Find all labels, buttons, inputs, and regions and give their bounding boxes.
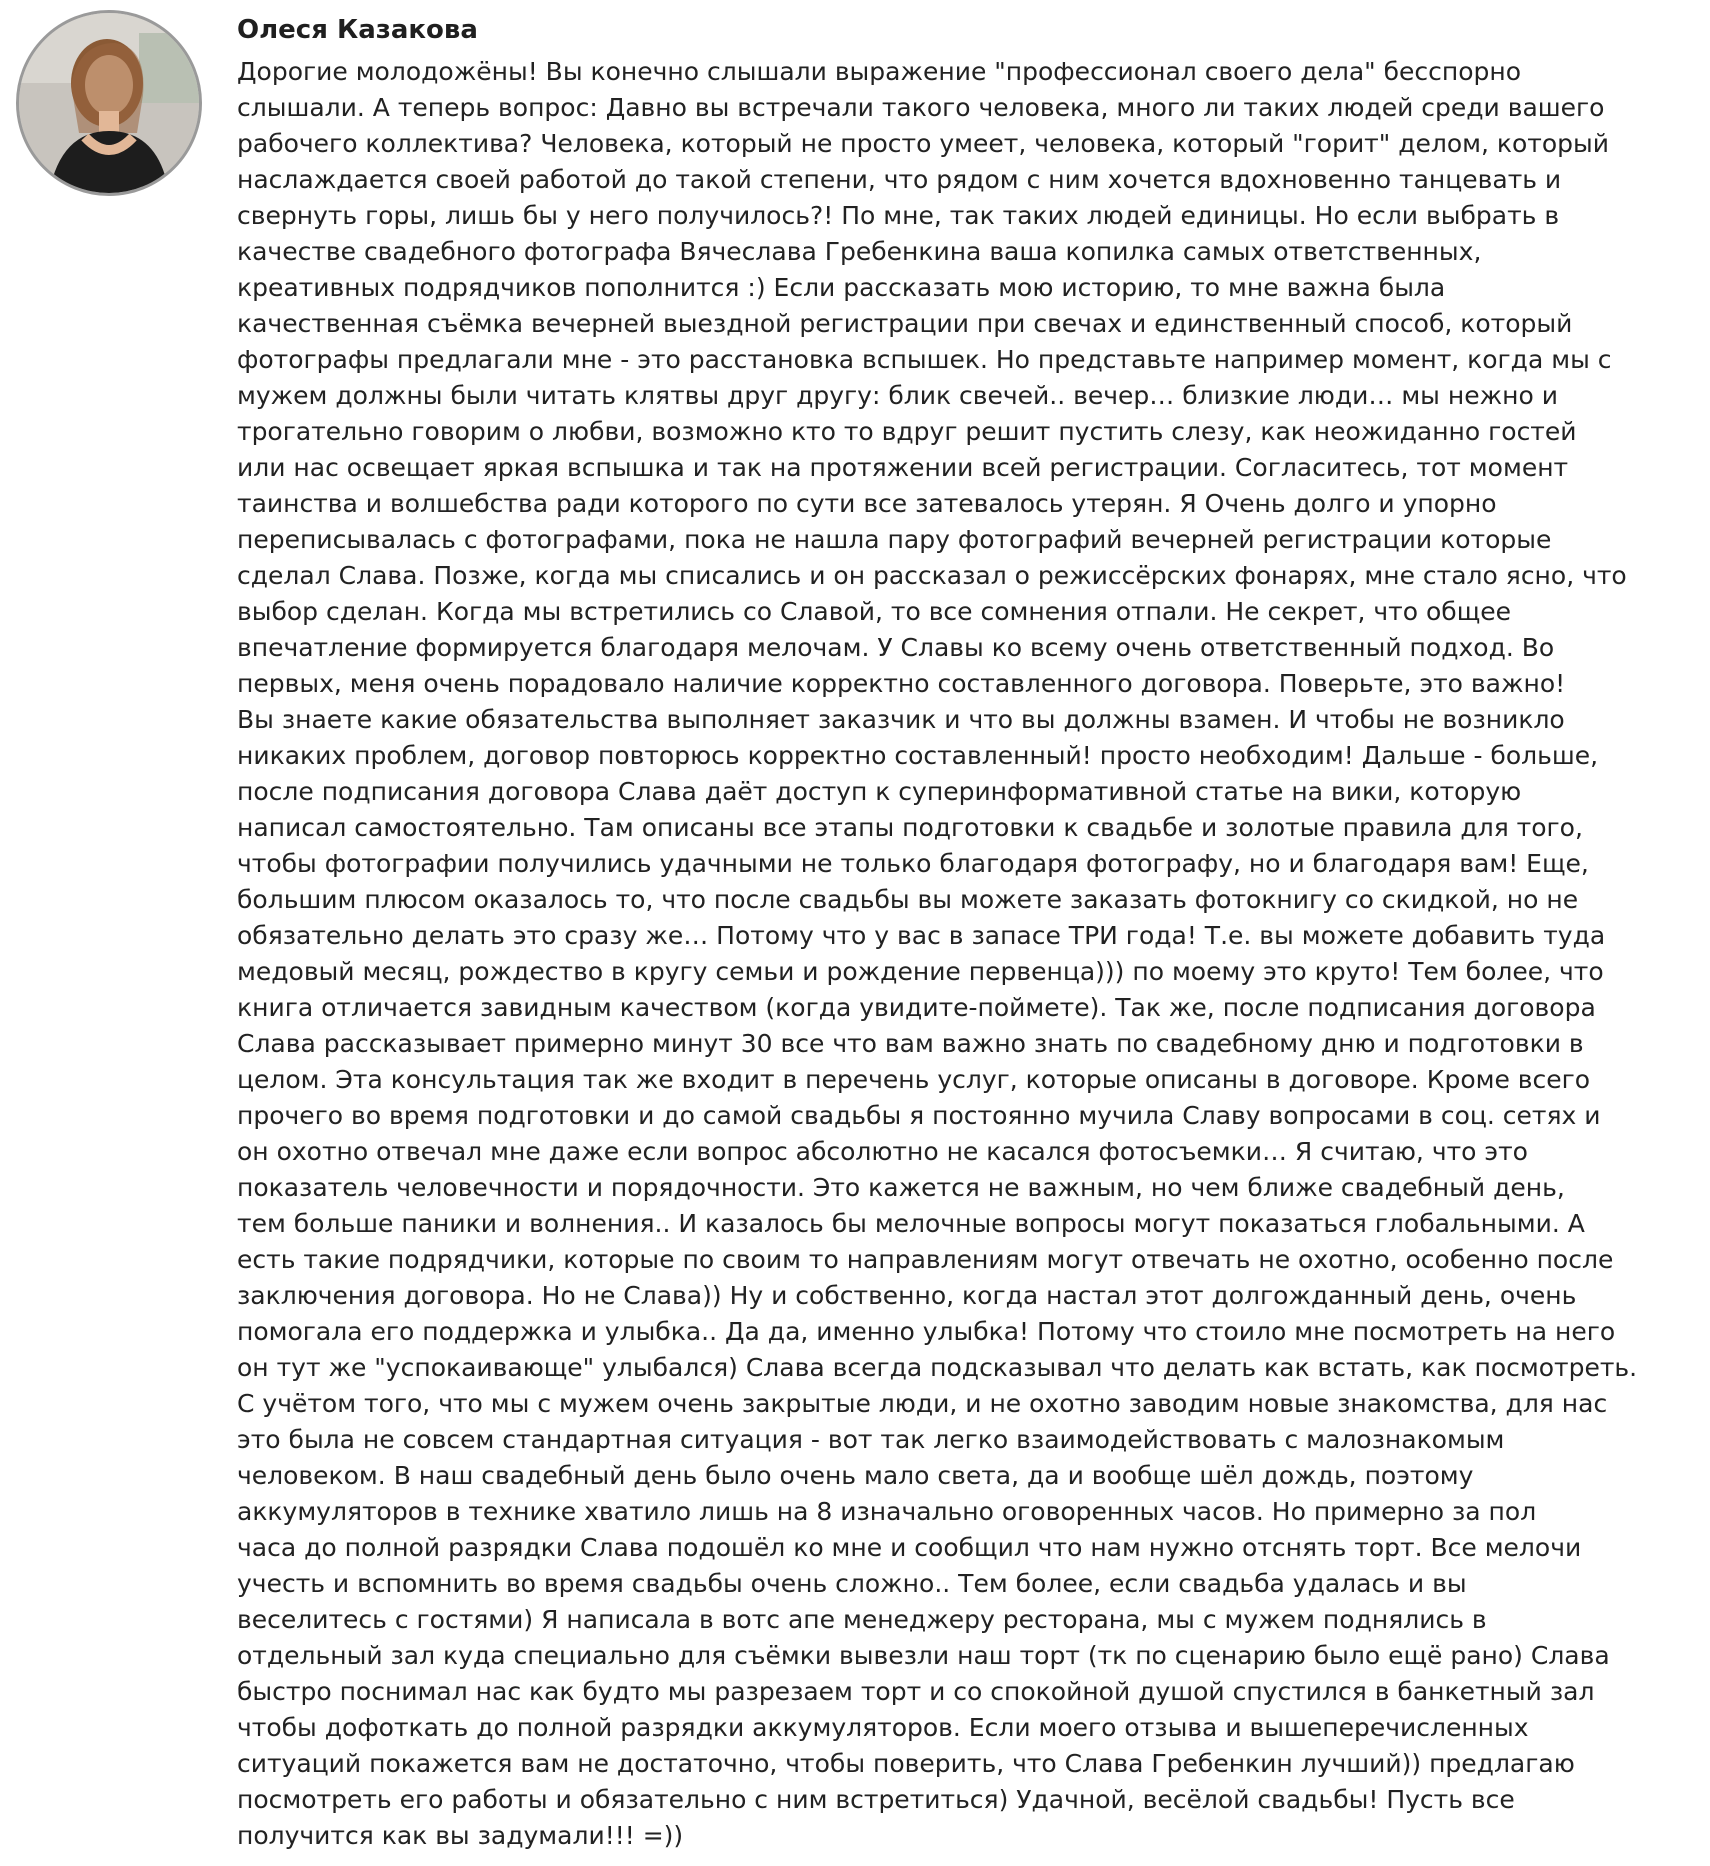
review-text-line: фотографы предлагали мне - это расстановка вспышек. Но представьте например момент, когда мы с: [237, 345, 1612, 374]
review-text-line: часа до полной разрядки Слава подошёл ко мне и сообщил что нам нужно отснять торт. Все мелочи: [237, 1533, 1582, 1562]
review-text-line: трогательно говорим о любви, возможно кто то вдруг решит пустить слезу, как неожиданно гостей: [237, 417, 1577, 446]
review-text-line: слышали. А теперь вопрос: Давно вы встречали такого человека, много ли таких людей среди вашего: [237, 93, 1605, 122]
review-text-line: чтобы дофоткать до полной разрядки аккумуляторов. Если моего отзыва и вышеперечисленных: [237, 1713, 1529, 1742]
review-text-line: целом. Эта консультация так же входит в перечень услуг, которые описаны в договоре. Кроме всего: [237, 1065, 1591, 1094]
review-text-line: аккумуляторов в технике хватило лишь на 8 изначально оговоренных часов. Но примерно за пол: [237, 1497, 1537, 1526]
review-text-line: учесть и вспомнить во время свадьбы очень сложно.. Тем более, если свадьба удалась и вы: [237, 1569, 1467, 1598]
review-text-line: Дорогие молодожёны! Вы конечно слышали выражение "профессионал своего дела" бесспорно: [237, 57, 1522, 86]
review-text-line: быстро поснимал нас как будто мы разрезаем торт и со спокойной душой спустился в банкетный зал: [237, 1677, 1595, 1706]
review-text-line: получится как вы задумали!!! =)): [237, 1821, 684, 1850]
review-text-line: рабочего коллектива? Человека, который не просто умеет, человека, который "горит" делом, который: [237, 129, 1609, 158]
review-text-line: медовый месяц, рождество в кругу семьи и рождение первенца))) по моему это круто! Тем более, что: [237, 957, 1604, 986]
review-text-line: впечатление формируется благодаря мелочам. У Славы ко всему очень ответственный подход. Во: [237, 633, 1555, 662]
review-text-line: человеком. В наш свадебный день было очень мало света, да и вообще шёл дождь, поэтому: [237, 1461, 1474, 1490]
user-photo-icon: [19, 13, 199, 193]
review-text-line: свернуть горы, лишь бы у него получилось?! По мне, так таких людей единицы. Но если выбрать в: [237, 201, 1560, 230]
review-text-line: качестве свадебного фотографа Вячеслава Гребенкина ваша копилка самых ответственных,: [237, 237, 1482, 266]
review-text-line: он тут же "успокаивающе" улыбался) Слава всегда подсказывал что делать как встать, как посмотреть.: [237, 1353, 1638, 1382]
review-text-line: первых, меня очень порадовало наличие корректно составленного договора. Поверьте, это важно!: [237, 669, 1566, 698]
review-text-line: веселитесь с гостями) Я написала в вотс апе менеджеру ресторана, мы с мужем поднялись в: [237, 1605, 1487, 1634]
review-text-line: обязательно делать это сразу же… Потому что у вас в запасе ТРИ года! Т.е. вы можете добавить туда: [237, 921, 1606, 950]
review-text-line: после подписания договора Слава даёт доступ к суперинформативной статье на вики, которую: [237, 777, 1522, 806]
review-text-line: С учётом того, что мы с мужем очень закрытые люди, и не охотно заводим новые знакомства, для нас: [237, 1389, 1608, 1418]
review-text-line: сделал Слава. Позже, когда мы списались и он рассказал о режиссёрских фонарях, мне стало ясно, что: [237, 561, 1627, 590]
review-text-line: он охотно отвечал мне даже если вопрос абсолютно не касался фотосъемки… Я считаю, что это: [237, 1137, 1528, 1166]
review-text-line: тем больше паники и волнения.. И казалось бы мелочные вопросы могут показаться глобальными. А: [237, 1209, 1585, 1238]
review-text-line: качественная съёмка вечерней выездной регистрации при свечах и единственный способ, который: [237, 309, 1573, 338]
review-text-line: помогала его поддержка и улыбка.. Да да, именно улыбка! Потому что стоило мне посмотреть на него: [237, 1317, 1616, 1346]
review-text-line: или нас освещает яркая вспышка и так на протяжении всей регистрации. Согласитесь, тот момент: [237, 453, 1569, 482]
review-text-line: Слава рассказывает примерно минут 30 все что вам важно знать по свадебному дню и подготовки в: [237, 1029, 1584, 1058]
review-text-line: переписывалась с фотографами, пока не нашла пару фотографий вечерней регистрации которые: [237, 525, 1552, 554]
review-text-line: наслаждается своей работой до такой степени, что рядом с ним хочется вдохновенно танцевать и: [237, 165, 1562, 194]
author-name[interactable]: Олеся Казакова: [237, 15, 478, 45]
review-text-line: это была не совсем стандартная ситуация - вот так легко взаимодействовать с малознакомым: [237, 1425, 1505, 1454]
author-avatar[interactable]: [16, 10, 202, 196]
review-text-line: чтобы фотографии получились удачными не только благодаря фотографу, но и благодаря вам! Еще,: [237, 849, 1589, 878]
review-text-line: посмотреть его работы и обязательно с ним встретиться) Удачной, весёлой свадьбы! Пусть все: [237, 1785, 1515, 1814]
review-text-line: заключения договора. Но не Слава)) Ну и собственно, когда настал этот долгожданный день, очень: [237, 1281, 1577, 1310]
review-text-line: таинства и волшебства ради которого по сути все затевалось утерян. Я Очень долго и упорно: [237, 489, 1497, 518]
review-text-line: никаких проблем, договор повторюсь корректно составленный! просто необходим! Дальше - больше,: [237, 741, 1599, 770]
review-text-line: написал самостоятельно. Там описаны все этапы подготовки к свадьбе и золотые правила для того,: [237, 813, 1583, 842]
review-text: [237, 54, 1637, 1854]
review-text-line: выбор сделан. Когда мы встретились со Славой, то все сомнения отпали. Не секрет, что общее: [237, 597, 1512, 626]
review-text-line: есть такие подрядчики, которые по своим то направлениям могут отвечать не охотно, особенно после: [237, 1245, 1614, 1274]
review-text-line: мужем должны были читать клятвы друг другу: блик свечей.. вечер… близкие люди… мы нежно и: [237, 381, 1558, 410]
review-text-line: Вы знаете какие обязательства выполняет заказчик и что вы должны взамен. И чтобы не возникло: [237, 705, 1565, 734]
review-text-line: прочего во время подготовки и до самой свадьбы я постоянно мучила Славу вопросами в соц. сетях и: [237, 1101, 1601, 1130]
review-text-line: показатель человечности и порядочности. Это кажется не важным, но чем ближе свадебный день,: [237, 1173, 1565, 1202]
review-text-line: большим плюсом оказалось то, что после свадьбы вы можете заказать фотокнигу со скидкой, но не: [237, 885, 1579, 914]
review-text-line: креативных подрядчиков пополнится :) Если рассказать мою историю, то мне важна была: [237, 273, 1446, 302]
review-text-line: книга отличается завидным качеством (когда увидите-поймете). Так же, после подписания договора: [237, 993, 1596, 1022]
review-text-line: отдельный зал куда специально для съёмки вывезли наш торт (тк по сценарию было ещё рано) Слава: [237, 1641, 1610, 1670]
review-text-line: ситуаций покажется вам не достаточно, чтобы поверить, что Слава Гребенкин лучший)) предлагаю: [237, 1749, 1575, 1778]
